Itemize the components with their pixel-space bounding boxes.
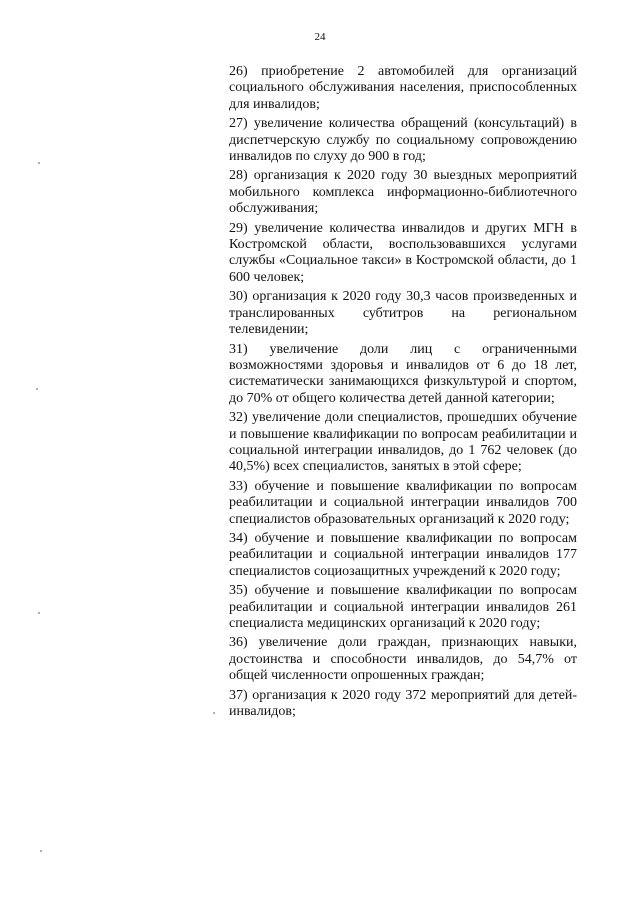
list-item: 35) обучение и повышение квалификации по вопросам реабилитации и социальной интеграции инвалидов 261 специалиста медицинских организаций к 2020 году;: [229, 583, 577, 631]
list-item: 27) увеличение количества обращений (консультаций) в диспетчерскую службу по социальному сопровождению инвалидов по слуху до 900 в год;: [229, 116, 577, 165]
list-item: 33) обучение и повышение квалификации по вопросам реабилитации и социальной интеграции инвалидов 700 специалистов образовательных организаций к 2020 году;: [229, 478, 577, 527]
list-item: 32) увеличение доли специалистов, прошедших обучение и повышение квалификации по вопросам реабилитации и социальной интеграции инвалидов, до 1 762 человек (до 40,5%) всех специалистов, занятых в этой сфере;: [229, 410, 577, 475]
document-body: [229, 64, 577, 723]
scan-mark: [38, 162, 40, 164]
page-number: 24: [314, 31, 326, 43]
list-item: 34) обучение и повышение квалификации по вопросам реабилитации и социальной интеграции инвалидов 177 специалистов социозащитных учреждений к 2020 году;: [229, 530, 577, 579]
list-item: 31) увеличение доли лиц с ограниченными возможностями здоровья и инвалидов от 6 до 18 лет, систематически занимающихся физкультурой и спортом, до 70% от общего количества детей данной категории;: [229, 341, 577, 406]
scan-mark: [38, 612, 40, 614]
list-item: 36) увеличение доли граждан, признающих навыки, достоинства и способности инвалидов, до 54,7% от общей численности опрошенных граждан;: [229, 635, 577, 684]
list-item: 26) приобретение 2 автомобилей для организаций социального обслуживания населения, приспособленных для инвалидов;: [229, 64, 577, 112]
list-item: 37) организация к 2020 году 372 мероприятий для детей-инвалидов;: [229, 687, 577, 720]
scan-mark: [213, 712, 215, 714]
list-item: 28) организация к 2020 году 30 выездных мероприятий мобильного комплекса информационно-библиотечного обслуживания;: [229, 168, 577, 217]
list-item: 29) увеличение количества инвалидов и других МГН в Костромской области, воспользовавшихся услугами службы «Социальное такси» в Костромской области, до 1 600 человек;: [229, 220, 577, 285]
scan-mark: [36, 388, 38, 390]
list-item: 30) организация к 2020 году 30,3 часов произведенных и транслированных субтитров на региональном телевидении;: [229, 289, 577, 338]
scan-mark: [40, 850, 42, 852]
